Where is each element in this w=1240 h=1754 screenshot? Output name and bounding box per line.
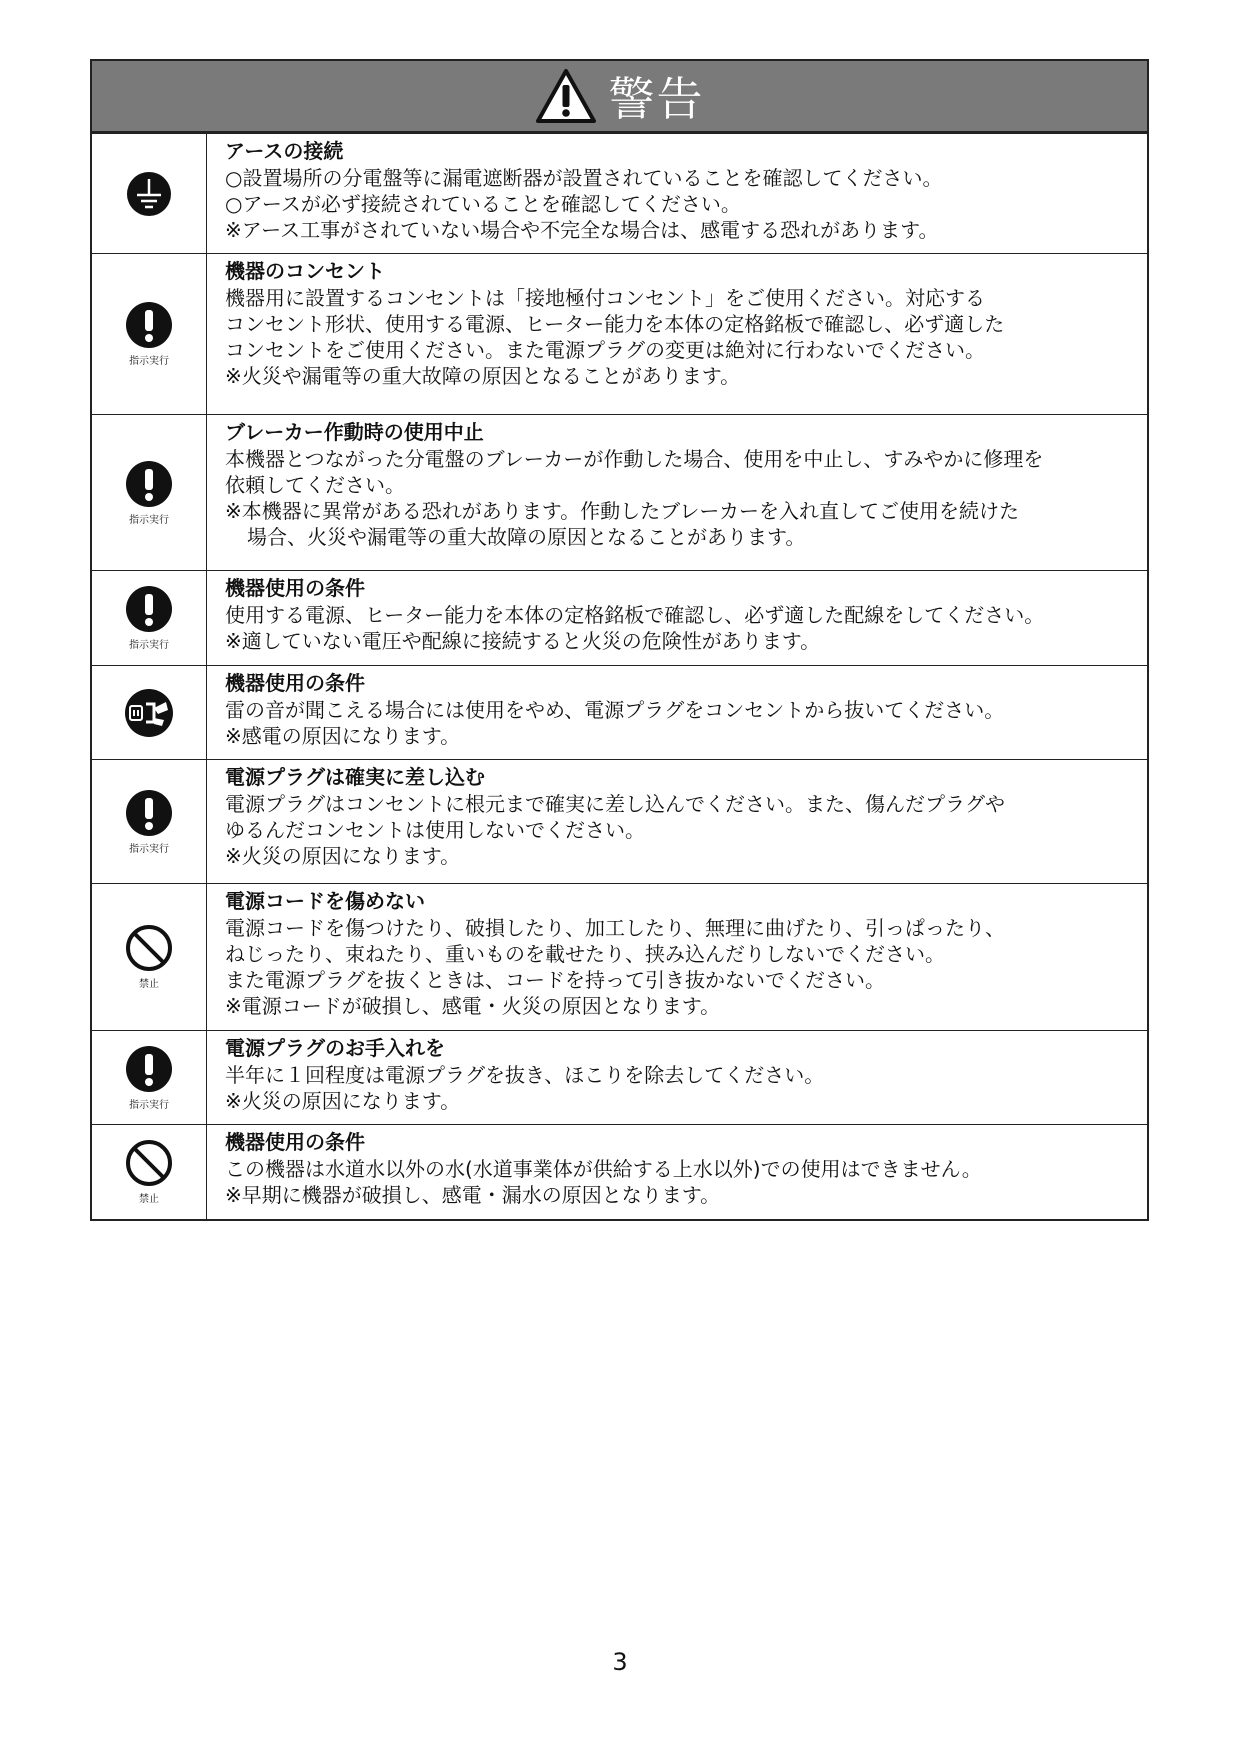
text-cell (207, 134, 1147, 253)
row-line: ゆるんだコンセントは使用しないでください。 (225, 818, 645, 842)
row-line: ※適していない電圧や配線に接続すると火災の危険性があります。 (225, 629, 821, 653)
unplug-icon (124, 688, 174, 738)
text-cell (207, 1031, 1147, 1124)
row-heading: 電源コードを傷めない (225, 889, 425, 913)
icon-cell (92, 254, 207, 414)
row-heading: 電源プラグは確実に差し込む (225, 765, 485, 789)
instruction-icon (125, 1045, 173, 1093)
warning-row (92, 133, 1147, 253)
row-line: ※早期に機器が破損し、感電・漏水の原因となります。 (225, 1183, 721, 1207)
row-heading: 機器使用の条件 (225, 671, 365, 695)
row-line: 電源プラグはコンセントに根元まで確実に差し込んでください。また、傷んだプラグや (225, 792, 1005, 816)
icon-cell (92, 884, 207, 1030)
icon-caption: 指示実行 (129, 514, 169, 526)
row-line: コンセント形状、使用する電源、ヒーター能力を本体の定格銘板で確認し、必ず適した (225, 312, 1005, 336)
prohibition-icon (125, 924, 173, 972)
instruction-icon (125, 301, 173, 349)
row-line: ※アース工事がされていない場合や不完全な場合は、感電する恐れがあります。 (225, 218, 939, 242)
row-line: また電源プラグを抜くときは、コードを持って引き抜かないでください。 (225, 968, 885, 992)
icon-caption: 指示実行 (129, 1099, 169, 1111)
warning-row (92, 665, 1147, 759)
text-cell (207, 254, 1147, 414)
row-line: 本機器とつながった分電盤のブレーカーが作動した場合、使用を中止し、すみやかに修理を (225, 447, 1044, 471)
warning-row (92, 1124, 1147, 1219)
text-cell (207, 571, 1147, 665)
row-heading: 機器使用の条件 (225, 576, 365, 600)
warning-row (92, 1030, 1147, 1124)
icon-cell (92, 666, 207, 759)
row-line: ※火災の原因になります。 (225, 1089, 461, 1113)
row-line: ※電源コードが破損し、感電・火災の原因となります。 (225, 994, 721, 1018)
row-line: 依頼してください。 (225, 473, 405, 497)
row-line: 電源コードを傷つけたり、破損したり、加工したり、無理に曲げたり、引っぱったり、 (225, 916, 1005, 940)
warning-row (92, 883, 1147, 1030)
instruction-icon (125, 585, 173, 633)
warning-row (92, 570, 1147, 665)
row-line: コンセントをご使用ください。また電源プラグの変更は絶対に行わないでください。 (225, 338, 985, 362)
row-heading: ブレーカー作動時の使用中止 (225, 420, 484, 444)
page-number: 3 (612, 1648, 628, 1676)
warning-row (92, 414, 1147, 570)
row-line: ○設置場所の分電盤等に漏電遮断器が設置されていることを確認してください。 (225, 166, 943, 190)
text-cell (207, 1125, 1147, 1219)
row-line: ※火災の原因になります。 (225, 844, 461, 868)
warning-row (92, 759, 1147, 883)
row-heading: 機器使用の条件 (225, 1130, 365, 1154)
row-line: ※感電の原因になります。 (225, 724, 461, 748)
text-cell (207, 760, 1147, 883)
icon-caption: 指示実行 (129, 843, 169, 855)
row-line: 半年に１回程度は電源プラグを抜き、ほこりを除去してください。 (225, 1063, 825, 1087)
icon-caption: 指示実行 (129, 356, 169, 367)
text-cell (207, 666, 1147, 759)
text-cell (207, 415, 1147, 570)
icon-caption: 禁止 (139, 979, 159, 990)
ground-icon (126, 171, 172, 217)
prohibition-icon (125, 1139, 173, 1187)
warning-title: 警告 (608, 72, 705, 126)
instruction-icon (125, 460, 173, 508)
row-line: 雷の音が聞こえる場合には使用をやめ、電源プラグをコンセントから抜いてください。 (225, 698, 1005, 722)
row-heading: 電源プラグのお手入れを (225, 1036, 445, 1060)
warning-header (92, 61, 1147, 133)
row-line: 使用する電源、ヒーター能力を本体の定格銘板で確認し、必ず適した配線をしてください。 (225, 603, 1045, 627)
row-line: 機器用に設置するコンセントは「接地極付コンセント」をご使用ください。対応する (225, 286, 985, 310)
row-heading: アースの接続 (225, 139, 344, 163)
row-line: 場合、火災や漏電等の重大故障の原因となることがあります。 (247, 525, 806, 549)
text-cell (207, 884, 1147, 1030)
warning-row (92, 253, 1147, 414)
row-line: ○アースが必ず接続されていることを確認してください。 (225, 192, 741, 216)
row-line: ※火災や漏電等の重大故障の原因となることがあります。 (225, 364, 741, 388)
row-line: この機器は水道水以外の水(水道事業体が供給する上水以外)での使用はできません。 (225, 1157, 982, 1181)
icon-cell (92, 571, 207, 665)
icon-cell (92, 134, 207, 253)
warning-triangle-icon (535, 68, 597, 124)
icon-cell (92, 1125, 207, 1219)
icon-caption: 指示実行 (129, 640, 169, 651)
row-heading: 機器のコンセント (225, 259, 385, 283)
row-line: ねじったり、束ねたり、重いものを載せたり、挟み込んだりしないでください。 (225, 942, 945, 966)
icon-cell (92, 415, 207, 570)
warning-table (90, 59, 1149, 1221)
icon-cell (92, 760, 207, 883)
icon-caption: 禁止 (139, 1194, 159, 1205)
row-line: ※本機器に異常がある恐れがあります。作動したブレーカーを入れ直してご使用を続けた (225, 499, 1019, 523)
instruction-icon (125, 789, 173, 837)
icon-cell (92, 1031, 207, 1124)
